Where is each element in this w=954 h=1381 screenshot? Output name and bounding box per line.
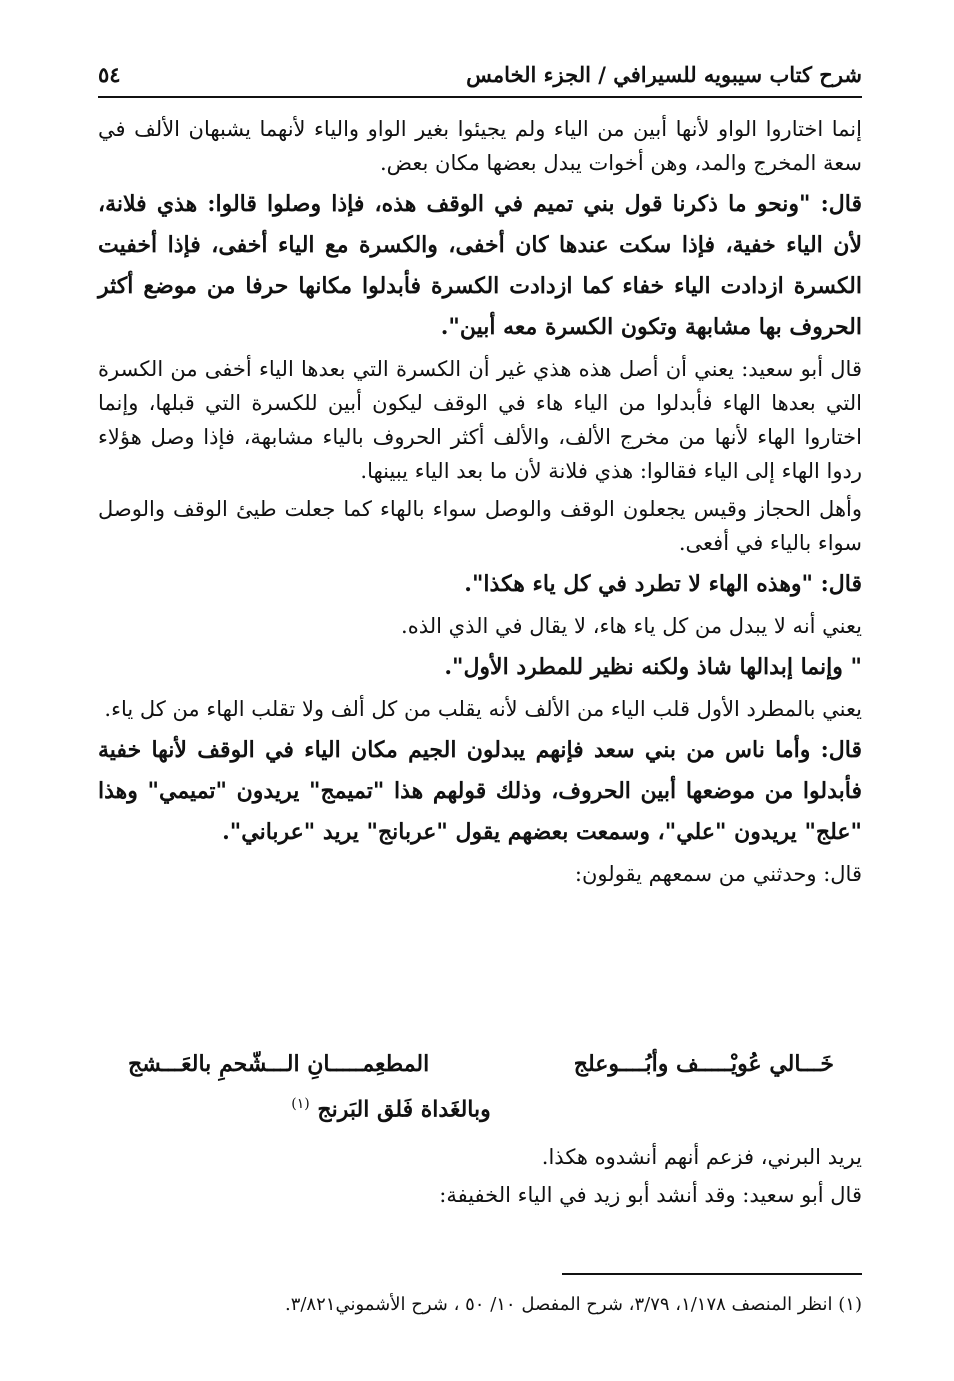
quoted-paragraph: قال: وأما ناس من بني سعد فإنهم يبدلون الجيم مكان الياء في الوقف لأنها خفية فأبدلوا من موضعها أبين الحروف، وذلك قولهم هذا "تميمج" يريدون "تميمي" وهذا "علج" يريدون "علي"، وسمعت بعضهم يقول "عربانج" يريد "عرباني". xyxy=(98,737,862,845)
quoted-paragraph: قال: "ونحو ما ذكرنا قول بني تميم في الوقف هذه، فإذا وصلوا قالوا: هذي فلانة، لأن الياء خفية، فإذا سكت عندها كان أخفى، والكسرة مع الياء أخفى، فإذا أخفيت الكسرة ازدادت الياء خفاء كما ازدادت الكسرة فأبدلوا مكانها حرفا من موضع أكثر الحروف بها مشابهة وتكون الكسرة معه أبين". xyxy=(98,191,862,340)
main-text xyxy=(98,112,862,895)
paragraph: قال أبو سعيد: يعني أن أصل هذه هذي غير أن الكسرة التي بعدها الياء أخفى من الكسرة التي بعدها الهاء فأبدلوا من الياء هاء في الوقف ليكون أبين للكسرة التي قبلها، وإنما اختاروا الهاء لأنها من مخرج الألف، والألف أكثر الحروف بالياء مشابهة، فإذا وصل هؤلاء ردوا الهاء إلى الياء فقالوا: هذي فلانة لأن ما بعد الياء يبينها. xyxy=(98,357,862,483)
paragraph: وأهل الحجاز وقيس يجعلون الوقف والوصل سواء بالهاء كما جعلت طيئ الوقف والوصل سواء بالياء في أفعى. xyxy=(98,497,862,555)
paragraph: يعني أنه لا يبدل من كل ياء هاء، لا يقال في الذي الذه. xyxy=(401,614,862,638)
poem-line-1 xyxy=(128,1044,834,1084)
page-number: ٥٤ xyxy=(98,61,121,87)
hemistich-left: المطعِمـــــانِ الـــشّحمِ بالعَـــشج xyxy=(128,1051,430,1077)
quoted-paragraph: قال: "وهذه الهاء لا تطرد في كل ياء هكذا". xyxy=(464,571,862,597)
poem-line-2-text: وبالغَداة فَلق البَرنج xyxy=(317,1096,491,1123)
paragraph: إنما اختاروا الواو لأنها أبين من الياء ولم يجيئوا بغير الواو والياء لأنهما يشبهان الألف في سعة المخرج والمد، وهن أخوات يبدل بعضها مكان بعض. xyxy=(98,117,862,175)
footnote-marker: (١) xyxy=(291,1096,310,1112)
paragraph: قال: وحدثني من سمعهم يقولون: xyxy=(574,862,862,886)
paragraph: يعني بالمطرد الأول قلب الياء من الألف لأنه يقلب من كل ألف ولا تقلب الهاء من كل ياء. xyxy=(104,697,862,721)
footnote: (١) انظر المنصف ١/١٧٨، ٣/٧٩، شرح المفصل ١٠/ ٥٠ ، شرح الأشموني٣/٨٢١. xyxy=(284,1294,862,1315)
after-poem-text xyxy=(98,1138,862,1214)
hemistich-right: خَـــالي عُويْـــــف وأبُــــوعلج xyxy=(573,1051,834,1077)
paragraph: قال أبو سعيد: وقد أنشد أبو زيد في الياء الخفيفة: xyxy=(439,1183,862,1207)
poem-verse xyxy=(128,1044,834,1129)
poem-line-2 xyxy=(128,1084,834,1129)
paragraph: يريد البرني، فزعم أنهم أنشدوه هكذا. xyxy=(541,1145,862,1169)
running-title: شرح كتاب سيبويه للسيرافي / الجزء الخامس xyxy=(466,61,862,87)
quoted-paragraph: " وإنما إبدالها شاذ ولكنه نظير للمطرد الأول". xyxy=(444,654,862,680)
footnote-divider xyxy=(562,1273,862,1275)
page-header xyxy=(98,52,862,98)
